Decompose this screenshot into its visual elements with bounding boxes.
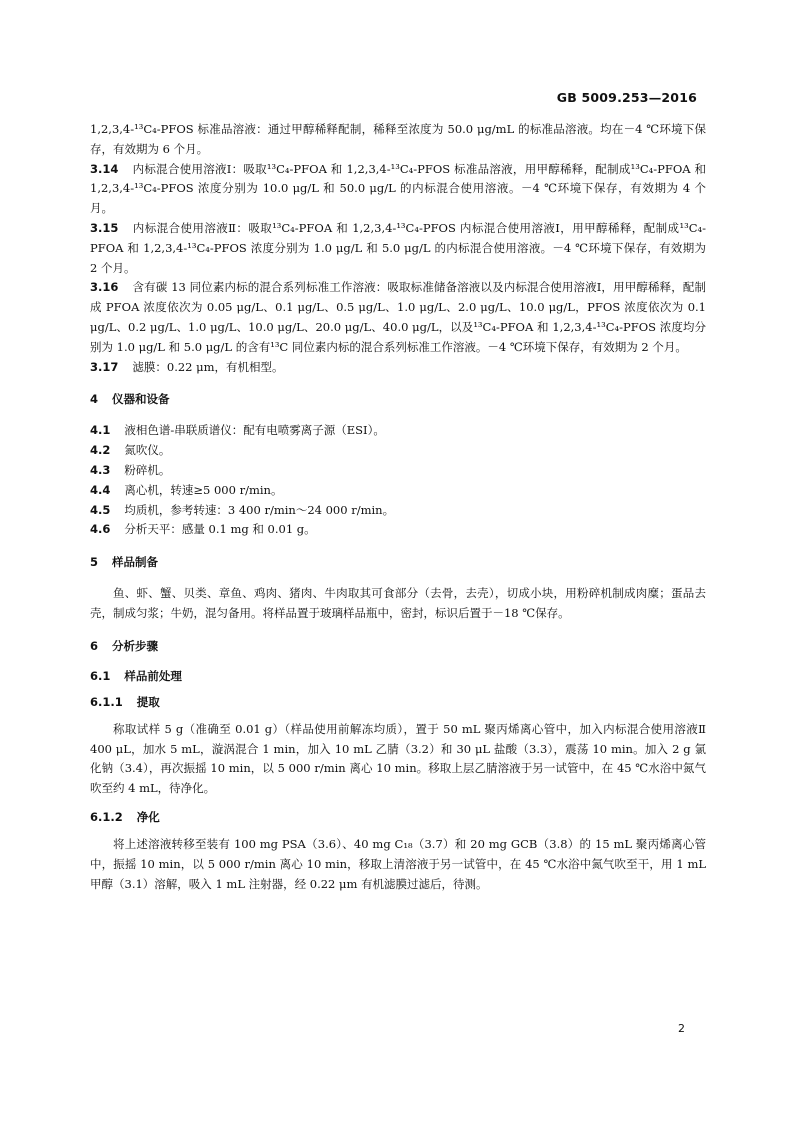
clause-text: 粉碎机。 [124, 462, 171, 477]
subsection-number: 6.1.2 [90, 809, 123, 824]
clause-text: 液相色谱-串联质谱仪：配有电喷雾离子源（ESI）。 [124, 423, 385, 438]
clause-4-4 [90, 481, 706, 501]
section-heading-5 [90, 554, 706, 570]
clause-text: 均质机，参考转速：3 400 r/min～24 000 r/min。 [124, 502, 395, 517]
clause-number: 3.14 [90, 161, 119, 176]
clause-3-15 [90, 219, 706, 278]
subsection-number: 6.1 [90, 668, 111, 683]
clause-number: 4.6 [90, 522, 111, 537]
clause-text: 内标混合使用溶液Ⅱ：吸取¹³C₄-PFOA 和 1,2,3,4-¹³C₄-PFOS 内标混合使用溶液Ⅰ，用甲醇稀释，配制成¹³C₄-PFOA 和 1,2,3,4-¹³C₄-PFOS 浓度分别为 1.0 μg/L 和 5.0 μg/L 的内标混合使用溶液。－4 ℃环境下保存，有效期为 2 个月。 [90, 220, 706, 275]
page-body [90, 120, 706, 894]
page-number: 2 [678, 1022, 685, 1035]
clause-3-16 [90, 278, 706, 357]
section-title: 仪器和设备 [112, 392, 170, 407]
subsection-6-1-1-body: 称取试样 5 g（准确至 0.01 g）（样品使用前解冻均质），置于 50 mL 聚丙烯离心管中，加入内标混合使用溶液Ⅱ 400 μL，加水 5 mL，漩涡混合 1 min，加入 10 mL 乙腈（3.2）和 30 μL 盐酸（3.3），震荡 10 min。加入 2 g 氯化钠（3.4），再次振摇 10 min，以 5 000 r/min 离心 10 min。移取上层乙腈溶液于另一试管中，在 45 ℃水浴中氮气吹至约 4 mL，待净化。 [90, 721, 706, 796]
standard-code: GB 5009.253—2016 [556, 90, 697, 105]
subsection-heading-6-1-1 [90, 694, 706, 710]
clause-4-6 [90, 520, 706, 540]
subsection-number: 6.1.1 [90, 694, 123, 709]
subsection-title: 提取 [136, 694, 160, 709]
clause-text: 内标混合使用溶液Ⅰ：吸取¹³C₄-PFOA 和 1,2,3,4-¹³C₄-PFOS 标准品溶液，用甲醇稀释，配制成¹³C₄-PFOA 和 1,2,3,4-¹³C₄-PFOS 浓度分别为 10.0 μg/L 和 50.0 μg/L 的内标混合使用溶液。－4 ℃环境下保存，有效期为 4 个月。 [90, 161, 706, 216]
clause-3-14 [90, 160, 706, 219]
clause-number: 3.17 [90, 359, 119, 374]
section-heading-6 [90, 638, 706, 654]
clause-number: 4.5 [90, 502, 111, 517]
clause-3-17 [90, 358, 706, 378]
subsection-title: 样品前处理 [124, 668, 182, 683]
subsection-6-1-2-body: 将上述溶液转移至装有 100 mg PSA（3.6）、40 mg C₁₈（3.7）和 20 mg GCB（3.8）的 15 mL 聚丙烯离心管中，振摇 10 min，以 5 000 r/min 离心 10 min，移取上清溶液于另一试管中，在 45 ℃水浴中氮气吹至干，用 1 mL 甲醇（3.1）溶解，吸入 1 mL 注射器，经 0.22 μm 有机滤膜过滤后，待测。 [90, 836, 706, 891]
subsection-heading-6-1 [90, 668, 706, 684]
section-number: 5 [90, 555, 99, 570]
clause-number: 4.2 [90, 443, 111, 458]
clause-number: 3.16 [90, 280, 119, 295]
clause-4-2 [90, 441, 706, 461]
clause-text: 滤膜：0.22 μm，有机相型。 [132, 359, 284, 374]
section-number: 6 [90, 638, 99, 653]
clause-4-3 [90, 461, 706, 481]
section-number: 4 [90, 392, 99, 407]
subsection-heading-6-1-2 [90, 809, 706, 825]
clause-text: 含有碳 13 同位素内标的混合系列标准工作溶液：吸取标准储备溶液以及内标混合使用溶液Ⅰ，用甲醇稀释，配制成 PFOA 浓度依次为 0.05 μg/L、0.1 μg/L、0.5 μg/L、1.0 μg/L、2.0 μg/L、10.0 μg/L，PFOS 浓度依次为 0.1 μg/L、0.2 μg/L、1.0 μg/L、10.0 μg/L、20.0 μg/L、40.0 μg/L，以及¹³C₄-PFOA 和 1,2,3,4-¹³C₄-PFOS 浓度均分别为 1.0 μg/L 和 5.0 μg/L 的含有¹³C 同位素内标的混合系列标准工作溶液。－4 ℃环境下保存，有效期为 2 个月。 [90, 280, 706, 354]
clause-4-1 [90, 421, 706, 441]
clause-text: 离心机，转速≥5 000 r/min。 [124, 482, 283, 497]
clause-text: 氮吹仪。 [124, 443, 171, 458]
continued-paragraph: 1,2,3,4-¹³C₄-PFOS 标准品溶液：通过甲醇稀释配制，稀释至浓度为 50.0 μg/mL 的标准品溶液。均在－4 ℃环境下保存，有效期为 6 个月。 [90, 122, 706, 156]
section-title: 样品制备 [112, 555, 159, 570]
subsection-title: 净化 [136, 809, 160, 824]
section-heading-4 [90, 391, 706, 407]
clause-text: 分析天平：感量 0.1 mg 和 0.01 g。 [124, 522, 316, 537]
section-title: 分析步骤 [112, 638, 159, 653]
clause-number: 3.15 [90, 220, 119, 235]
clause-number: 4.3 [90, 462, 111, 477]
clause-4-5 [90, 501, 706, 521]
section-5-body: 鱼、虾、蟹、贝类、章鱼、鸡肉、猪肉、牛肉取其可食部分（去骨，去壳），切成小块，用粉碎机制成肉糜；蛋品去壳，制成匀浆；牛奶，混匀备用。将样品置于玻璃样品瓶中，密封，标识后置于－18 ℃保存。 [90, 586, 706, 620]
clause-number: 4.4 [90, 482, 111, 497]
clause-number: 4.1 [90, 423, 111, 438]
